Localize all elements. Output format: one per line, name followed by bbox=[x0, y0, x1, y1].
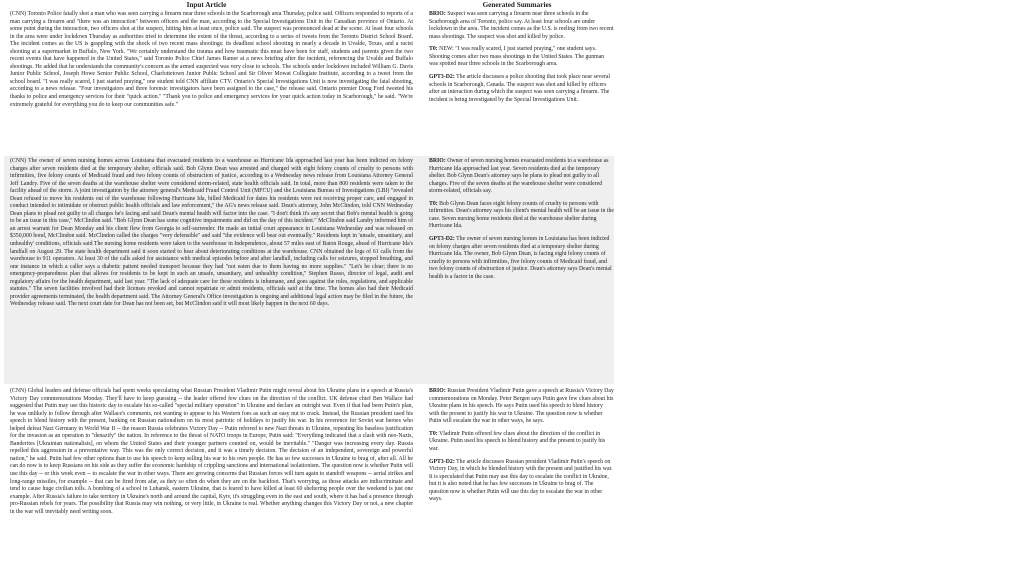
summary-text: The article discusses Russian president Vladimir Putin's speech on Victory Day, in which he blended history with the present and justified his war. It is speculated that Putin may use this day to escalate the conflict in Ukraine, but it is also noted that he has few successes in Ukraine to brag of. The question now is whether Putin will use this day to escalate the war in other ways. bbox=[429, 458, 613, 503]
summary-t0 bbox=[429, 201, 614, 231]
example-row bbox=[4, 386, 614, 568]
model-label: GPT3-D2: bbox=[429, 236, 455, 243]
summary-text: Suspect was seen carrying a firearm near three schools in the Scarborough area of Toronto, police say. At least four schools are under lockdown in the area. The incident comes as the U.S. is reeling from two recent mass shootings. The suspect was shot and killed by police. bbox=[429, 11, 614, 40]
input-article-text: (CNN) Toronto Police fatally shot a man who was seen carrying a firearm near three schools in the Scarborough area Thursday, police said. Officers responded to reports of a man carrying a firearm and "there was an interaction" between officers and the man, according to the Special Investigations Unit in the Canadian province of Ontario. At some point during the interaction, two officers shot at the suspect, hitting him at least once, police said. The suspect was pronounced dead at the scene. At least four schools in the area were under lockdown Thursday as authorities tried to determine the extent of the threat, according to a series of tweets from the Toronto District School Board. The incident comes as the US is grappling with the shock of two recent mass shootings: its deadliest school shooting in nearly a decade in Uvalde, Texas, and a racist shooting at a supermarket in Buffalo, New York. "We certainly understand the trauma and how traumatic this must have been for staff, students and parents given the two recent events that have happened in the United States," said Toronto Police Chief James Ramer at a news briefing after the incident, referencing the Uvalde and Buffalo shootings. He added that he understands the community's concern as the armed suspected was very close to schools. The schools under lockdown included William G. Davis Junior Public School, Joseph Howe Senior Public School, Charlottetown Junior Public School and Sir Oliver Mowat Collegiate Institute, according to a tweet from the school board. "I was really scared, I just started praying," one student told CNN affiliate CTV. Ontario's Special Investigations Unit is now investigating the fatal shooting, according to a news release. "Four investigators and three forensic investigators have been assigned to the case," the release said. Ontario premier Doug Ford tweeted his thanks to police and emergency services for their "quick action." "Thank you to police and emergency services for your quick action today in Scarborough," he said. "We're extremely grateful for everything you do to keep our communities safe." bbox=[10, 11, 413, 108]
model-label: T0: bbox=[429, 200, 438, 207]
summaries-column bbox=[429, 11, 614, 110]
summary-text: The article discusses a police shooting that took place near several schools in Scarborough, Canada. The suspect was shot and killed by officers after an interaction during which the suspect was seen carrying a firearm. The incident is being investigated by the Special Investigations Unit. bbox=[429, 74, 611, 103]
summary-text: Russian President Vladimir Putin gave a speech at Russia's Victory Day commemorations on Monday. Peter Bergen says Putin gave few clues about his Ukraine plans in his speech. He says Putin used his speech to blend history with the present to justify his war in Ukraine. The question now is whether Putin will escalate the war in other ways, he says. bbox=[429, 388, 614, 424]
summary-text: The owner of seven nursing homes in Louisiana has been indicted on felony charges after seven residents died at a temporary shelter during Hurricane Ida. The owner, Bob Glynn Dean, is facing eight felony counts of cruelty to persons with infirmities, five felony counts of Medicaid fraud, and two felony counts of obstruction of justice. Dean's attorney says Dean's mental health is a factor in the case. bbox=[429, 236, 612, 280]
summaries-column bbox=[429, 158, 614, 287]
input-article-text: (CNN) Global leaders and defense officials had spent weeks speculating what Russian President Vladimir Putin might reveal about his Ukraine plans in a speech at Russia's Victory Day commemorations Monday. They'll have to keep guessing -- the leader offered few clues on the direction of the conflict. UK defense chief Ben Wallace had suggested that Putin may use this historic day to escalate his so-called "special military operation" in Ukraine and declare an outright war. Even if that had been Putin's plan, he was unlikely to follow through after Wallace's comments, not wanting to appear to his Western foes as such an easy nut to crack. Instead, the Russian president used his speech to blend history with the present, banking on Russian nationalism on its most patriotic of holidays to justify his war. In his reverence for Soviet war heroes who helped defeat Nazi Germany in World War II -- the reason Russia celebrates Victory Day -- Putin referred to new Nazi threats in Ukraine, repeating his baseless justification for the invasion as an operation to "denazify" the nation. In reference to the threat of NATO troops in Europe, Putin said: "Everything indicated that a clash with neo-Nazis, Banderites [Ukrainian nationalists], on whom the United States and their younger partners counted on, would be inevitable." "Danger was increasing every day. Russia repelled this aggression in a preventative way. This was the only correct decision, and it was a timely decision. The decision of an independent, sovereign and powerful nation," he said. Putin had few other options than to use his speech to keep selling his war to his own people. He has so few successes in Ukraine to brag of, after all. All he can do now is to keep Russians on his side as they suffer the economic hardship of crippling sanctions and international isolationism. The question now is whether Putin will use this day -- or this week even -- to escalate the war in other ways. There are growing concerns that Russian forces will turn again to standoff weapons -- aerial strikes and long-range missiles, for example -- that can be fired from afar, as they so often do when they are on the backfoot. That's worrying, as those attacks are indiscriminate and tend to cause huge civilian tolls. A bombing of a school in Luhansk, eastern Ukraine, that is feared to have killed at least 60 sheltering people over the weekend is just one example. After Russia's failure to take territory in Ukraine's north and around the capital, Kyiv, it's struggling even in the east and south, where it has had a presence through pro-Russian rebels for years. The possibility that Russia may win nothing, or very little, in Ukraine is real. Whether anything changes this Victory Day or not, a new chapter in the war will inevitably need writing soon. bbox=[10, 388, 413, 515]
summary-gpt3-d2 bbox=[429, 74, 614, 104]
summary-text: Bob Glynn Dean faces eight felony counts of cruelty to persons with infirmities. Dean's attorney says his client's mental health will be an issue in the case. Seven nursing home residents died at the warehouse shelter during Hurricane Ida. bbox=[429, 200, 614, 230]
example-row bbox=[4, 11, 614, 155]
summary-t0 bbox=[429, 431, 614, 454]
model-label: GPT3-D2: bbox=[429, 458, 455, 465]
summary-brio bbox=[429, 11, 614, 41]
model-label: GPT3-D2: bbox=[429, 74, 455, 81]
summary-brio bbox=[429, 158, 614, 196]
model-label: BRIO: bbox=[429, 158, 446, 164]
summaries-column bbox=[429, 388, 614, 509]
summary-text: NEW: "I was really scared, I just started praying," one student says. Shooting comes after two mass shootings in the United States. The gunman was spotted near three schools in the Scarborough area. bbox=[429, 46, 605, 68]
model-label: BRIO: bbox=[429, 11, 446, 17]
model-label: T0: bbox=[429, 430, 438, 437]
input-article-header: Input Article bbox=[186, 1, 227, 9]
summary-brio bbox=[429, 388, 614, 426]
summary-gpt3-d2 bbox=[429, 459, 614, 504]
example-row bbox=[4, 156, 614, 384]
generated-summaries-header: Generated Summaries bbox=[482, 1, 552, 9]
summary-t0 bbox=[429, 46, 614, 69]
model-label: T0: bbox=[429, 46, 438, 53]
summary-text: Owner of seven nursing homes evacuated residents to a warehouse as Hurricane Ida approached last year. Seven residents died at the temporary shelter. Bob Glynn Dean's attorney says he plans to plead not guilty to all charges. Five of the seven deaths at the warehouse shelter were considered storm-related, officials say. bbox=[429, 158, 609, 194]
summary-text: Vladimir Putin offered few clues about the direction of the conflict in Ukraine. Putin used his speech to blend history and the present to justify his war. bbox=[429, 430, 606, 452]
model-label: BRIO: bbox=[429, 388, 446, 394]
input-article-text: (CNN) The owner of seven nursing homes across Louisiana that evacuated residents to a warehouse as Hurricane Ida approached last year has been indicted on felony charges after seven residents died at the temporary shelter, officials said. Bob Glynn Dean was arrested and charged with eight felony counts of cruelty to persons with infirmities, five felony counts of Medicaid fraud and two felony counts of obstruction of justice, according to a Wednesday news release from Louisiana Attorney General Jeff Landry. Five of the seven deaths at the warehouse shelter were considered storm-related, state health officials said. In total, more than 800 residents were taken to the facility ahead of the storm. A joint investigation by the attorney general's Medicaid Fraud Control Unit (MFCU) and the Louisiana Bureau of Investigations (LBI) "revealed Dean refused to move his residents out of the warehouse following Hurricane Ida, billed Medicaid for dates his residents were not receiving proper care, and engaged in conduct intended to intimidate or obstruct public health officials and law enforcement," the AG's news release said. Dean's attorney, John McClindon, told CNN Wednesday Dean plans to plead not guilty to all charges he's facing and said Dean's mental health will factor into the case. "I don't think it's any secret that Bob's mental health is going to be an issue in this case," McClindon said. "Bob Glynn Dean has some cognitive impairments and did on the day of this incident." McClindon said Landry informed him of an arrest warrant for Dean Monday and his client flew from Georgia to self-surrender. He made an initial court appearance in Louisiana Wednesday and was released on $350,000 bond, McClindon said. McClindon called the charges "very defensible" and said "the evidence will bear out eventually." Residents kept in 'unsafe, unsanitary, and unhealthy' conditions, officials said The nursing home residents were taken to the warehouse in Independence, about 57 miles east of Baton Rouge, ahead of Hurricane Ida's landfall on August 29. The state health department said it soon started to hear about deteriorating conditions at the warehouse. CNN obtained the logs of 61 calls from the warehouse to 911 operators. At least 30 of the calls asked for assistance with medical episodes before and after landfall, including calls for seizures, stopped breathing, and one instance in which a caller says a diabetic patient needed transport because they had "not eaten due to them having no more supplies." "Let's be clear; there is no emergency-preparedness plan that allows for residents to be kept in such an unsafe, unsanitary, and unhealthy condition," Stephen Russo, director of legal, audit and regulatory affairs for the health department, said last year. "The lack of adequate care for these residents is inhumane, and goes against the rules, regulations, and applicable statutes." The seven facilities involved had their licenses revoked and cannot repatriate or admit residents, officials said at the time. The homes also had their Medicaid provider agreements terminated, the health department said. The Attorney General's Office investigation is ongoing and additional legal action may be filed in the future, the Wednesday release said. The next court date for Dean has not been set, but McClindon said it will most likely happen in the next 60 days. bbox=[10, 158, 413, 308]
summary-gpt3-d2 bbox=[429, 236, 614, 281]
